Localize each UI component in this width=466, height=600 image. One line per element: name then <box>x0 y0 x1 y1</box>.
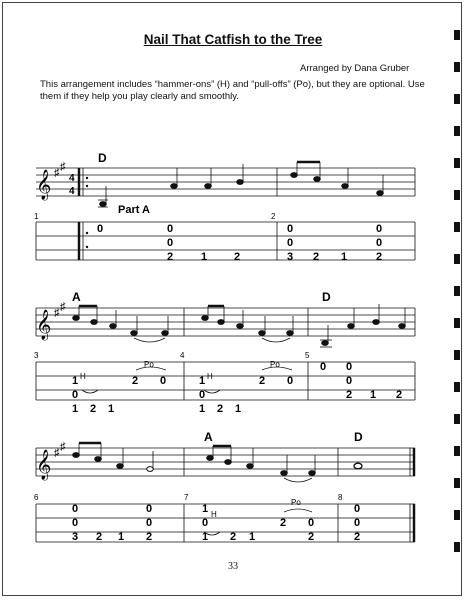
svg-text:0: 0 <box>320 361 327 373</box>
key-signature-sharps-2: ♯ <box>60 161 66 173</box>
tab-staff-1 <box>36 222 415 260</box>
treble-clef-icon: 𝄞 <box>36 169 52 199</box>
staff-1 <box>36 168 415 196</box>
svg-text:0: 0 <box>202 517 209 529</box>
svg-text:0: 0 <box>287 223 294 235</box>
measure-number: 6 <box>34 493 39 502</box>
svg-text:0: 0 <box>376 237 383 249</box>
svg-text:0: 0 <box>72 503 79 515</box>
svg-text:2: 2 <box>259 375 266 387</box>
svg-text:♯: ♯ <box>60 441 66 453</box>
svg-text:0: 0 <box>354 517 361 529</box>
svg-text:0: 0 <box>167 223 174 235</box>
svg-text:H: H <box>80 372 86 381</box>
time-signature-top: 4 <box>69 173 75 184</box>
svg-text:0: 0 <box>167 237 174 249</box>
svg-text:2: 2 <box>234 251 241 263</box>
svg-text:0: 0 <box>97 223 104 235</box>
tab-numbers-2 <box>72 360 402 415</box>
key-signature-sharps: ♯ <box>54 167 60 179</box>
tab-staff-2 <box>36 362 415 400</box>
page-number: 33 <box>228 561 238 572</box>
svg-text:2: 2 <box>230 531 237 543</box>
svg-text:2: 2 <box>354 531 361 543</box>
svg-text:1: 1 <box>201 251 208 263</box>
treble-clef-icon: 𝄞 <box>36 449 52 479</box>
notes-measure-3-5 <box>73 304 406 347</box>
svg-text:1: 1 <box>202 531 209 543</box>
section-label: Part A <box>118 204 150 216</box>
measure-number: 3 <box>34 351 39 360</box>
pull-off-label: Po <box>270 360 280 369</box>
svg-text:0: 0 <box>346 361 353 373</box>
chord-symbol: D <box>98 151 107 165</box>
svg-text:2: 2 <box>90 403 97 415</box>
svg-text:2: 2 <box>308 531 315 543</box>
measure-number: 2 <box>271 212 276 221</box>
system-1 <box>34 151 415 263</box>
svg-text:♯: ♯ <box>60 301 66 313</box>
svg-text:2: 2 <box>217 403 224 415</box>
svg-text:3: 3 <box>287 251 294 263</box>
svg-text:0: 0 <box>146 503 153 515</box>
svg-text:1: 1 <box>72 375 79 387</box>
chord-symbol: A <box>72 290 81 304</box>
svg-text:2: 2 <box>396 389 403 401</box>
measure-number: 1 <box>34 212 39 221</box>
arranger-credit: Arranged by Dana Gruber <box>300 63 410 74</box>
measure-number: 7 <box>184 493 189 502</box>
svg-text:2: 2 <box>146 531 153 543</box>
chord-symbol: D <box>354 430 363 444</box>
notes-measure-2 <box>291 162 384 195</box>
svg-text:1: 1 <box>199 375 206 387</box>
time-signature-bottom: 4 <box>69 186 75 197</box>
tab-numbers-3 <box>72 498 360 543</box>
svg-text:1: 1 <box>202 503 209 515</box>
svg-text:♯: ♯ <box>54 447 60 459</box>
pull-off-label: Po <box>144 360 154 369</box>
intro-text: This arrangement includes “hammer-ons” (H) and “pull-offs” (Po), but they are optional. Use them if they help you play clearly and smoothly. <box>40 79 425 102</box>
svg-text:0: 0 <box>346 375 353 387</box>
spiral-binding <box>454 30 460 552</box>
svg-text:0: 0 <box>376 223 383 235</box>
svg-text:0: 0 <box>160 375 167 387</box>
svg-text:2: 2 <box>313 251 320 263</box>
song-title: Nail That Catfish to the Tree <box>143 32 323 47</box>
svg-text:0: 0 <box>146 517 153 529</box>
svg-text:1: 1 <box>370 389 377 401</box>
svg-text:0: 0 <box>287 237 294 249</box>
chord-symbol: D <box>322 290 331 304</box>
svg-text:0: 0 <box>72 389 79 401</box>
treble-clef-icon: 𝄞 <box>36 309 52 339</box>
system-2 <box>34 290 415 415</box>
svg-text:H: H <box>207 372 213 381</box>
tab-numbers-1 <box>97 223 382 263</box>
measure-number: 8 <box>338 493 343 502</box>
svg-text:2: 2 <box>132 375 139 387</box>
measure-number: 5 <box>305 351 310 360</box>
pull-off-label: Po <box>291 498 301 507</box>
svg-text:0: 0 <box>72 517 79 529</box>
svg-text:1: 1 <box>249 531 256 543</box>
svg-text:1: 1 <box>118 531 125 543</box>
svg-text:1: 1 <box>341 251 348 263</box>
svg-text:0: 0 <box>287 375 294 387</box>
svg-text:2: 2 <box>376 251 383 263</box>
svg-text:3: 3 <box>72 531 79 543</box>
svg-text:0: 0 <box>199 389 206 401</box>
svg-text:2: 2 <box>96 531 103 543</box>
svg-text:H: H <box>211 510 217 519</box>
measure-number: 4 <box>180 351 185 360</box>
svg-text:0: 0 <box>354 503 361 515</box>
svg-text:1: 1 <box>108 403 115 415</box>
notes-measure-1 <box>98 164 243 207</box>
chord-symbol: A <box>204 430 213 444</box>
svg-text:2: 2 <box>346 389 353 401</box>
svg-text:♯: ♯ <box>54 307 60 319</box>
svg-text:2: 2 <box>280 517 287 529</box>
svg-text:1: 1 <box>72 403 79 415</box>
svg-text:1: 1 <box>235 403 242 415</box>
svg-text:2: 2 <box>167 251 174 263</box>
svg-text:1: 1 <box>199 403 206 415</box>
system-3 <box>34 430 415 543</box>
svg-text:0: 0 <box>308 517 315 529</box>
